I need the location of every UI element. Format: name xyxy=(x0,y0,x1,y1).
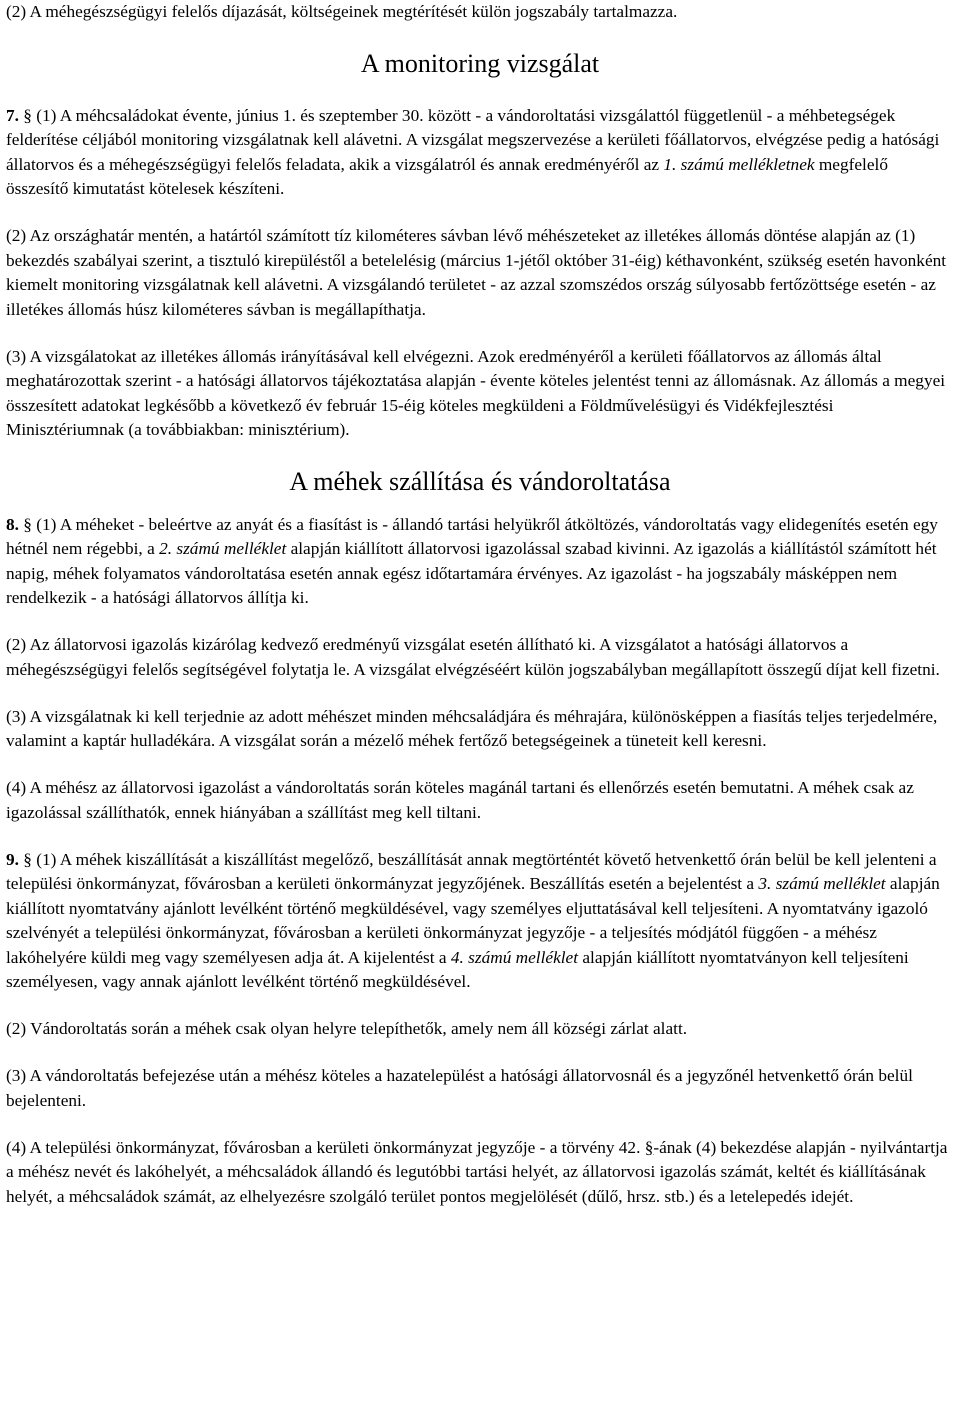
intro-paragraph: (2) A méhegészségügyi felelős díjazását, költségeinek megtérítését külön jogszabály tartalmazza. xyxy=(6,2,678,21)
paragraph-sign-link[interactable]: § xyxy=(644,1137,654,1157)
s8-paragraph-3: (3) A vizsgálatnak ki kell terjednie az adott méhészet minden méhcsaládjára és méhrajára, különösképpen a fiasítás teljes terjedelmére, valamint a kaptár hulladékára. A vizsgálat során a mézelő méhek fertőző betegségeinek a tüneteit kell keresni. xyxy=(6,706,938,750)
s8-paragraph-1: 8. § (1) A méheket - beleértve az anyát és a fiasítást is - állandó tartási helyükről átköltözés, vándoroltatás vagy elidegenítés esetén egy hétnél nem régebbi, a 2. számú melléklet alapján kiállított állatorvosi igazolással szabad kivinni. Az igazolás a kiállítástól számított hét napig, méhek folyamatos vándoroltatása esetén annak egész időtartamára érvényes. Az igazolást - ha jogszabály másképpen nem rendelkezik - a hatósági állatorvos állítja ki. xyxy=(6,514,938,607)
section-number: 9. xyxy=(6,849,19,869)
s7-paragraph-1: 7. § (1) A méhcsaládokat évente, június 1. és szeptember 30. között - a vándoroltatási vizsgálattól függetlenül - a méhbetegségek felderítése céljából monitoring vizsgálatnak kell alávetni. A vizsgálat megszervezése a kerületi főállatorvos, elvégzése pedig a hatósági állatorvos és a méhegészségügyi felelős feladata, akik a vizsgálatról és annak eredményéről az 1. számú mellékletnek megfelelő összesítő kimutatást kötelesek készíteni. xyxy=(6,105,940,198)
annex-reference: 3. számú melléklet xyxy=(758,874,886,893)
s8-paragraph-4: (4) A méhész az állatorvosi igazolást a vándoroltatás során köteles magánál tartani és ellenőrzés esetén bemutatni. A méhek csak az igazolással szállíthatók, ennek hiányában a szállítást meg kell tiltani. xyxy=(6,778,914,822)
paragraph-sign-link[interactable]: § xyxy=(23,514,32,534)
section-heading-transport: A méhek szállítása és vándoroltatása xyxy=(289,466,671,496)
s9-paragraph-1: 9. § (1) A méhek kiszállítását a kiszállítást megelőző, beszállítását annak megtörténtét követő hetvenkettő órán belül be kell jelenteni a települési önkormányzat, fővárosban a kerületi önkormányzat jegyzőjének. Beszállítás esetén a bejelentést a 3. számú melléklet alapján kiállított nyomtatvány ajánlott levélként történő megküldésével, vagy személyes eljuttatásával kell teljesíteni. A nyomtatvány igazoló szelvényét a települési önkormányzat, fővárosban a kerületi önkormányzat jegyzője - a teljesítés módjától függően - a méhész lakóhelyére küldi meg vagy személyesen adja át. A kijelentést a 4. számú melléklet alapján kiállított nyomtatványon kell teljesíteni személyesen, vagy annak ajánlott levélként történő megküldésével. xyxy=(6,849,940,991)
s7-paragraph-2: (2) Az országhatár mentén, a határtól számított tíz kilométeres sávban lévő méhészeteket az illetékes állomás döntése alapján az (1) bekezdés szabályai szerint, a tisztuló kirepüléstől a betelelésig (március 1-jétől október 31-éig) kéthavonként, szükség esetén havonként kiemelt monitoring vizsgálatnak kell alávetni. A vizsgálandó területet - az azzal szomszédos ország súlyosabb fertőzöttsége esetén - az illetékes állomás húsz kilométeres sávban is megállapíthatja. xyxy=(6,226,947,319)
s8-paragraph-2: (2) Az állatorvosi igazolás kizárólag kedvező eredményű vizsgálat esetén állítható ki. A vizsgálatot a hatósági állatorvos a méhegészségügyi felelős segítségével folytatja le. A vizsgálat elvégzéséért külön jogszabályban megállapított összegű díjat kell fizetni. xyxy=(6,635,940,679)
paragraph-sign-link[interactable]: § xyxy=(23,105,32,125)
annex-reference: 2. számú melléklet xyxy=(159,539,287,558)
section-heading-monitoring: A monitoring vizsgálat xyxy=(360,48,600,78)
section-number: 8. xyxy=(6,514,19,534)
s9-paragraph-4: (4) A települési önkormányzat, fővárosban a kerületi önkormányzat jegyzője - a törvény 42. §-ának (4) bekezdése alapján - nyilvántartja a méhész nevét és lakóhelyét, a méhcsaládok állandó és legutóbbi tartási helyét, az állatorvosi igazolás számát, keltét és kiállításának helyét, a méhcsaládok számát, az elhelyezésre szolgáló terület pontos megjelölését (dűlő, hrsz. stb.) és a letelepedés idejét. xyxy=(6,1137,948,1206)
s7-paragraph-3: (3) A vizsgálatokat az illetékes állomás irányításával kell elvégezni. Azok eredményéről a kerületi főállatorvos az állomás által meghatározottak szerint - a hatósági állatorvos tájékoztatása alapján - évente köteles jelentést tenni az állomásnak. Az állomás a megyei összesített adatokat legkésőbb a következő év február 15-éig köteles megküldeni a Földművelésügyi és Vidékfejlesztési Minisztériumnak (a továbbiakban: minisztérium). xyxy=(6,346,946,439)
section-number: 7. xyxy=(6,105,19,125)
annex-reference: 1. számú mellékletnek xyxy=(663,154,815,174)
s9-paragraph-3: (3) A vándoroltatás befejezése után a méhész köteles a hazatelepülést a hatósági állatorvosnál és a jegyzőnél hetvenkettő órán belül bejelenteni. xyxy=(6,1066,913,1110)
annex-reference: 4. számú melléklet xyxy=(450,947,579,967)
paragraph-sign-link[interactable]: § xyxy=(23,849,32,869)
s9-paragraph-2: (2) Vándoroltatás során a méhek csak olyan helyre telepíthetők, amely nem áll községi zárlat alatt. xyxy=(6,1019,688,1038)
